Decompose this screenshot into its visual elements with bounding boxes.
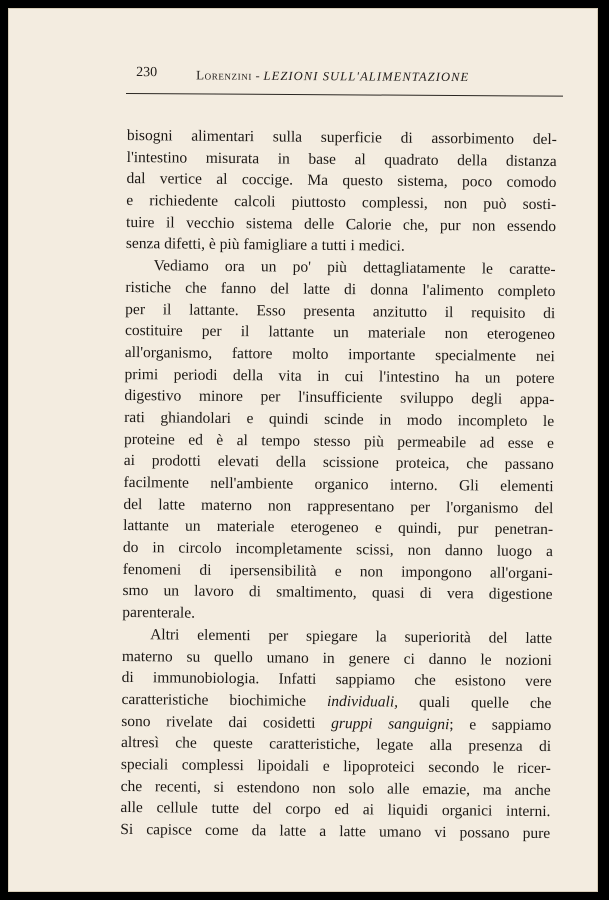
text-line: do in circolo incompletamente scissi, non danno luogo a — [122, 539, 554, 561]
text-segment: ; e sappiamo — [449, 715, 552, 734]
text-line: di immunobiologia. Infatti sappiamo che esistono vere — [121, 669, 552, 691]
text-segment: quali quelle che — [398, 693, 552, 712]
header-separator: - — [251, 68, 264, 83]
text-line: alle cellule tutte del corpo ed ai liquidi organici interni. — [120, 799, 551, 821]
text-line: Si capisce come da latte a latte umano vi possano pure — [120, 820, 551, 843]
text-line: rati ghiandolari e quindi scinde in modo incompleto le — [124, 408, 555, 431]
text-line: dal vertice al coccige. Ma questo sistema, poco comodo — [126, 170, 557, 192]
text-line: l'intestino misurata in base al quadrato della distanza — [126, 148, 557, 170]
text-segment: sono rivelate dai cosidetti — [121, 712, 332, 732]
text-line: proteine ed è al tempo stesso più permeabile ad esse e — [123, 430, 555, 452]
text-line: ai prodotti elevati della scissione proteica, che passano — [123, 452, 554, 474]
text-line: smo un lavoro di smaltimento, quasi di vera digestione — [122, 582, 553, 604]
running-head — [196, 67, 469, 85]
text-line: del latte materno non rappresentano per l'organismo del — [123, 495, 554, 517]
text-line: speciali complessi lipoidali e lipoproteici secondo le ricer- — [120, 755, 551, 778]
text-line: tuire il vecchio sistema delle Calorie che, pur non essendo — [125, 213, 557, 235]
text-line: per il lattante. Esso presenta anzitutto il requisito di — [125, 300, 556, 322]
text-line: lattante un materiale eterogeneo e quindi, pur penetran- — [123, 517, 554, 539]
text-line: facilmente nell'ambiente organico interno. Gli elementi — [123, 473, 554, 496]
body-text — [120, 125, 557, 845]
text-line: altresì che queste caratteristiche, legate alla presenza di — [120, 734, 552, 756]
author-name: Lorenzini — [196, 67, 253, 83]
text-line: ristiche che fanno del latte di donna l'alimento completo — [125, 278, 556, 300]
book-page — [8, 8, 598, 892]
text-line: all'organismo, fattore molto importante specialmente nei — [124, 343, 555, 365]
text-line: e richiedente calcoli piuttosto complessi, non può sosti- — [126, 192, 557, 214]
book-title: LEZIONI SULL'ALIMENTAZIONE — [263, 68, 470, 85]
paragraph-start-line: Vediamo ora un po' più dettagliatamente le caratte- — [153, 257, 556, 279]
text-line: costituire per il lattante un materiale non eterogeneo — [124, 322, 556, 344]
text-line: materno su quello umano in genere ci danno le nozioni — [121, 647, 552, 669]
text-line: bisogni alimentari sulla superficie di assorbimento del- — [126, 126, 557, 149]
text-line: primi periodi della vita in cui l'intestino ha un potere — [124, 365, 555, 387]
text-segment: caratteristiche biochimiche — [121, 690, 328, 710]
text-line: digestivo minore per l'insufficiente sviluppo degli appa- — [124, 387, 555, 409]
page-header — [126, 63, 563, 97]
italic-term: individuali, — [326, 692, 399, 711]
text-line: senza difetti, è più famigliare a tutti i medici. — [125, 235, 405, 256]
page-number: 230 — [136, 65, 158, 81]
text-line: fenomeni di ipersensibilità e non impongono all'organi- — [122, 560, 553, 582]
paragraph-start-line: Altri elementi per spiegare la superiorità del latte — [150, 626, 553, 647]
italic-term: gruppi sanguigni — [331, 714, 450, 733]
text-line: parenterale. — [122, 604, 196, 622]
text-line: che recenti, si estendono non solo alle emazie, ma anche — [120, 777, 551, 799]
